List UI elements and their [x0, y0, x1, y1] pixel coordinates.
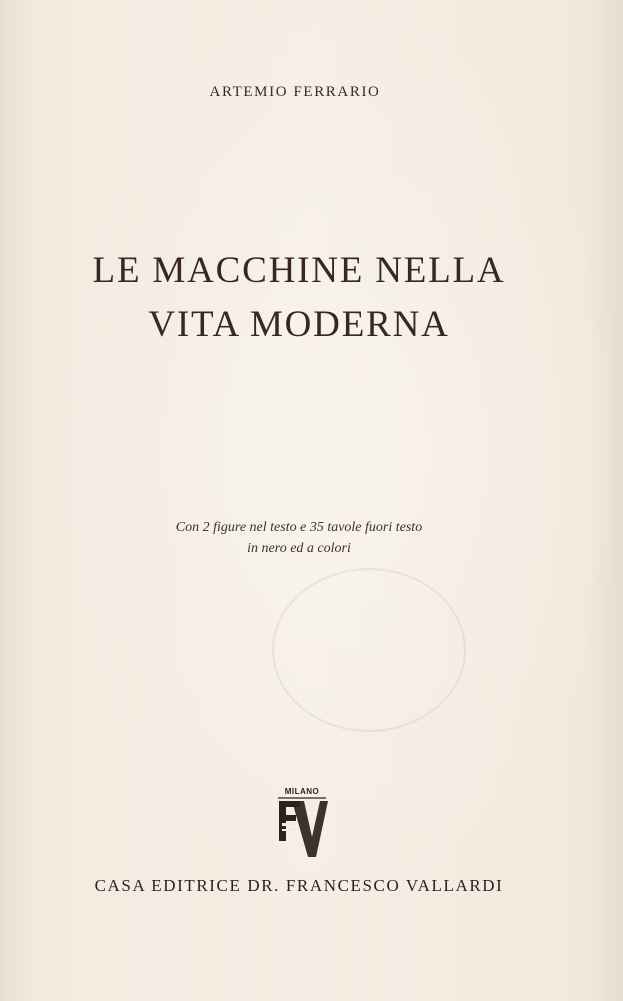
author-name: ARTEMIO FERRARIO: [209, 84, 381, 100]
book-subtitle: [0, 517, 598, 559]
publisher-logo-city: MILANO: [284, 787, 320, 796]
publisher-logo-icon: [270, 785, 334, 860]
book-subtitle-line-2: in nero ed a colori: [247, 541, 351, 556]
book-title: [0, 244, 598, 352]
faded-library-stamp: [272, 568, 466, 732]
book-subtitle-line-1: Con 2 figure nel testo e 35 tavole fuori testo: [175, 520, 423, 535]
book-title-line-2: VITA MODERNA: [148, 304, 450, 345]
book-title-line-1: LE MACCHINE NELLA: [92, 250, 506, 291]
publisher-name: CASA EDITRICE DR. FRANCESCO VALLARDI: [94, 876, 504, 895]
